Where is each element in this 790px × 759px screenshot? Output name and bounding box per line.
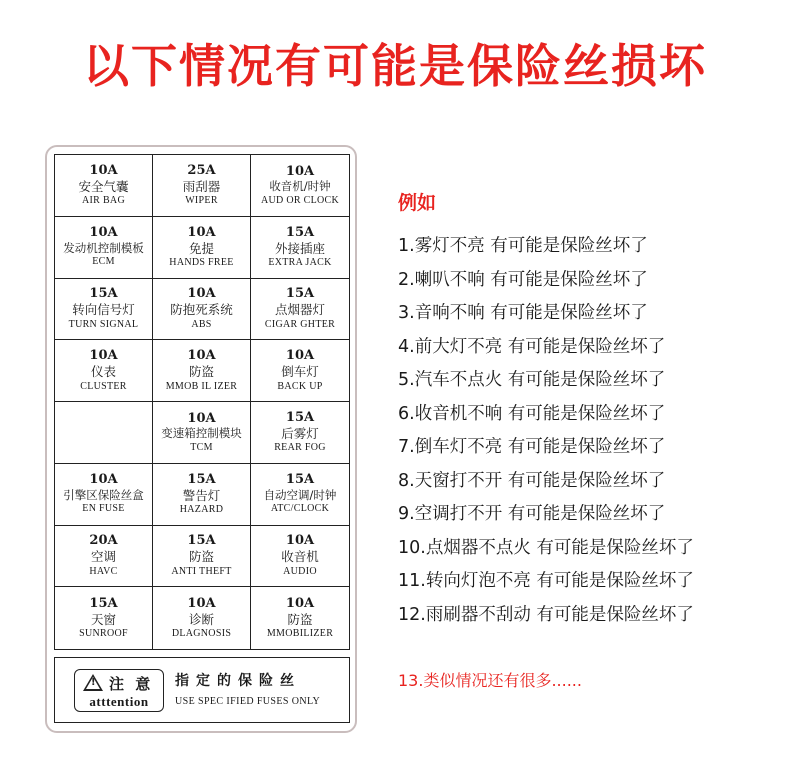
fuse-name-cn: 倒车灯 — [281, 364, 319, 380]
fuse-name-en: HANDS FREE — [169, 257, 234, 269]
fuse-card — [45, 145, 357, 733]
fuse-amperage: 10A — [187, 410, 216, 426]
fuse-name-cn: 安全气囊 — [78, 178, 129, 194]
examples-label: 例如 — [398, 192, 437, 214]
fuse-name-cn: 诊断 — [188, 611, 214, 627]
more-cases-note: 13.类似情况还有很多...... — [398, 671, 582, 690]
fuse-name-en: HAVC — [89, 565, 118, 577]
fuse-name-en: CLUSTER — [80, 380, 127, 392]
fuse-amperage: 15A — [187, 533, 216, 549]
fuse-name-cn: 变速箱控制模块 — [161, 426, 242, 441]
fuse-cell — [55, 402, 153, 464]
fuse-name-en: AUDIO — [283, 565, 317, 577]
fuse-name-en: AIR BAG — [82, 195, 125, 207]
fuse-cell — [153, 279, 251, 341]
fuse-amperage: 10A — [89, 348, 118, 364]
fuse-name-en: ATC/CLOCK — [270, 503, 330, 515]
fuse-cell — [153, 464, 251, 526]
fuse-name-cn: 自动空调/时钟 — [263, 488, 337, 503]
fuse-name-en: ABS — [191, 318, 212, 330]
fuse-name-en: EN FUSE — [82, 503, 125, 515]
attention-en-label: atttention — [89, 694, 149, 709]
list-item: 4.前大灯不亮 有可能是保险丝坏了 — [398, 336, 666, 357]
exclamation-icon: ! — [91, 677, 96, 688]
fuse-cell — [153, 155, 251, 217]
fuse-name-en: SUNROOF — [79, 628, 128, 640]
fuse-amperage: 10A — [285, 348, 315, 364]
page-headline: 以下情况有可能是保险丝损坏 — [83, 39, 707, 93]
fuse-amperage: 20A — [89, 533, 118, 549]
fuse-name-cn: 雨刮器 — [182, 178, 221, 194]
list-item: 10.点烟器不点火 有可能是保险丝坏了 — [398, 537, 694, 558]
list-item: 12.雨刷器不刮动 有可能是保险丝坏了 — [398, 604, 694, 625]
list-item: 6.收音机不响 有可能是保险丝坏了 — [398, 403, 666, 424]
fuse-amperage: 10A — [187, 224, 216, 240]
fuse-name-cn: 收音机 — [281, 549, 319, 565]
specified-fuse-cn: 指定的保险丝 — [175, 673, 301, 689]
fuse-name-cn: 仪表 — [90, 364, 116, 380]
fuse-amperage: 15A — [285, 286, 315, 302]
fuse-amperage: 10A — [89, 225, 118, 241]
list-item: 8.天窗打不开 有可能是保险丝坏了 — [398, 470, 666, 491]
fuse-name-cn: 免提 — [188, 240, 214, 256]
fuse-name-cn: 空调 — [90, 549, 116, 565]
fuse-name-cn: 天窗 — [90, 611, 116, 627]
fuse-cell — [55, 464, 153, 526]
fuse-cell — [55, 340, 153, 402]
examples-list — [398, 232, 694, 634]
fuse-grid — [54, 154, 350, 650]
list-item: 5.汽车不点火 有可能是保险丝坏了 — [398, 370, 666, 390]
fuse-name-en: MMOB IL IZER — [165, 380, 238, 392]
fuse-cell — [251, 526, 349, 588]
fuse-amperage: 10A — [187, 595, 216, 611]
fuse-cell — [251, 464, 349, 526]
fuse-amperage: 10A — [285, 595, 315, 611]
fuse-name-en: TURN SIGNAL — [68, 318, 139, 330]
fuse-cell — [55, 217, 153, 279]
fuse-name-en: WIPER — [185, 195, 218, 207]
fuse-amperage: 15A — [285, 472, 315, 488]
list-item: 9.空调打不开 有可能是保险丝坏了 — [398, 504, 666, 524]
fuse-cell — [251, 340, 349, 402]
fuse-amperage: 15A — [89, 286, 118, 302]
fuse-name-cn: 防盗 — [287, 611, 313, 627]
fuse-amperage: 10A — [285, 533, 315, 549]
fuse-name-en: MMOBILIZER — [266, 628, 334, 640]
fuse-name-en: HAZARD — [179, 504, 224, 516]
fuse-name-cn: 外接插座 — [274, 240, 325, 256]
list-item: 1.雾灯不亮 有可能是保险丝坏了 — [398, 236, 648, 256]
fuse-amperage: 10A — [285, 163, 315, 179]
list-item: 3.音响不响 有可能是保险丝坏了 — [398, 303, 648, 323]
attention-badge — [74, 669, 164, 712]
fuse-cell — [55, 279, 153, 341]
fuse-amperage: 10A — [187, 286, 216, 302]
fuse-name-en: ECM — [92, 256, 115, 268]
fuse-cell — [153, 340, 251, 402]
fuse-name-en: AUD OR CLOCK — [260, 194, 340, 206]
fuse-cell — [153, 402, 251, 464]
fuse-name-cn: 防抱死系统 — [170, 302, 233, 318]
fuse-name-cn: 点烟器灯 — [274, 302, 325, 318]
specified-fuse-en: USE SPEC IFIED FUSES ONLY — [175, 696, 321, 707]
fuse-name-cn: 后雾灯 — [281, 425, 319, 441]
fuse-cell — [55, 587, 153, 649]
attention-panel — [54, 657, 350, 723]
fuse-name-en: DLAGNOSIS — [171, 628, 232, 640]
fuse-cell — [153, 526, 251, 588]
fuse-amperage: 10A — [89, 162, 118, 178]
fuse-cell — [251, 587, 349, 649]
fuse-cell — [153, 217, 251, 279]
fuse-name-cn: 引擎区保险丝盒 — [63, 488, 144, 503]
fuse-amperage: 15A — [285, 409, 315, 425]
fuse-name-cn: 防盗 — [188, 549, 214, 565]
list-item: 7.倒车灯不亮 有可能是保险丝坏了 — [398, 437, 666, 457]
fuse-name-cn: 防盗 — [188, 364, 214, 380]
fuse-name-cn: 收音机/时钟 — [269, 179, 331, 194]
fuse-name-cn: 警告灯 — [182, 487, 221, 503]
fuse-name-cn: 转向信号灯 — [72, 302, 135, 318]
fuse-amperage: 15A — [285, 224, 315, 240]
fuse-cell — [251, 155, 349, 217]
fuse-name-en: CIGAR GHTER — [264, 318, 336, 330]
fuse-name-en: TCM — [190, 441, 213, 453]
fuse-amperage: 10A — [89, 472, 118, 488]
fuse-name-en: EXTRA JACK — [268, 257, 332, 269]
fuse-cell — [251, 217, 349, 279]
fuse-amperage: 10A — [187, 348, 216, 364]
fuse-amperage: 15A — [89, 595, 118, 611]
attention-cn-label: 注 意 — [109, 675, 154, 693]
fuse-amperage: 25A — [187, 162, 216, 178]
fuse-name-en: REAR FOG — [274, 442, 326, 454]
fuse-name-en: ANTI THEFT — [171, 565, 232, 577]
fuse-name-cn: 发动机控制模板 — [63, 241, 144, 256]
fuse-cell — [251, 279, 349, 341]
fuse-cell — [55, 155, 153, 217]
fuse-amperage: 15A — [187, 471, 216, 487]
fuse-cell — [55, 526, 153, 588]
fuse-cell — [251, 402, 349, 464]
list-item: 11.转向灯泡不亮 有可能是保险丝坏了 — [398, 571, 694, 591]
list-item: 2.喇叭不响 有可能是保险丝坏了 — [398, 269, 648, 290]
fuse-name-en: BACK UP — [277, 380, 323, 392]
fuse-cell — [153, 587, 251, 649]
